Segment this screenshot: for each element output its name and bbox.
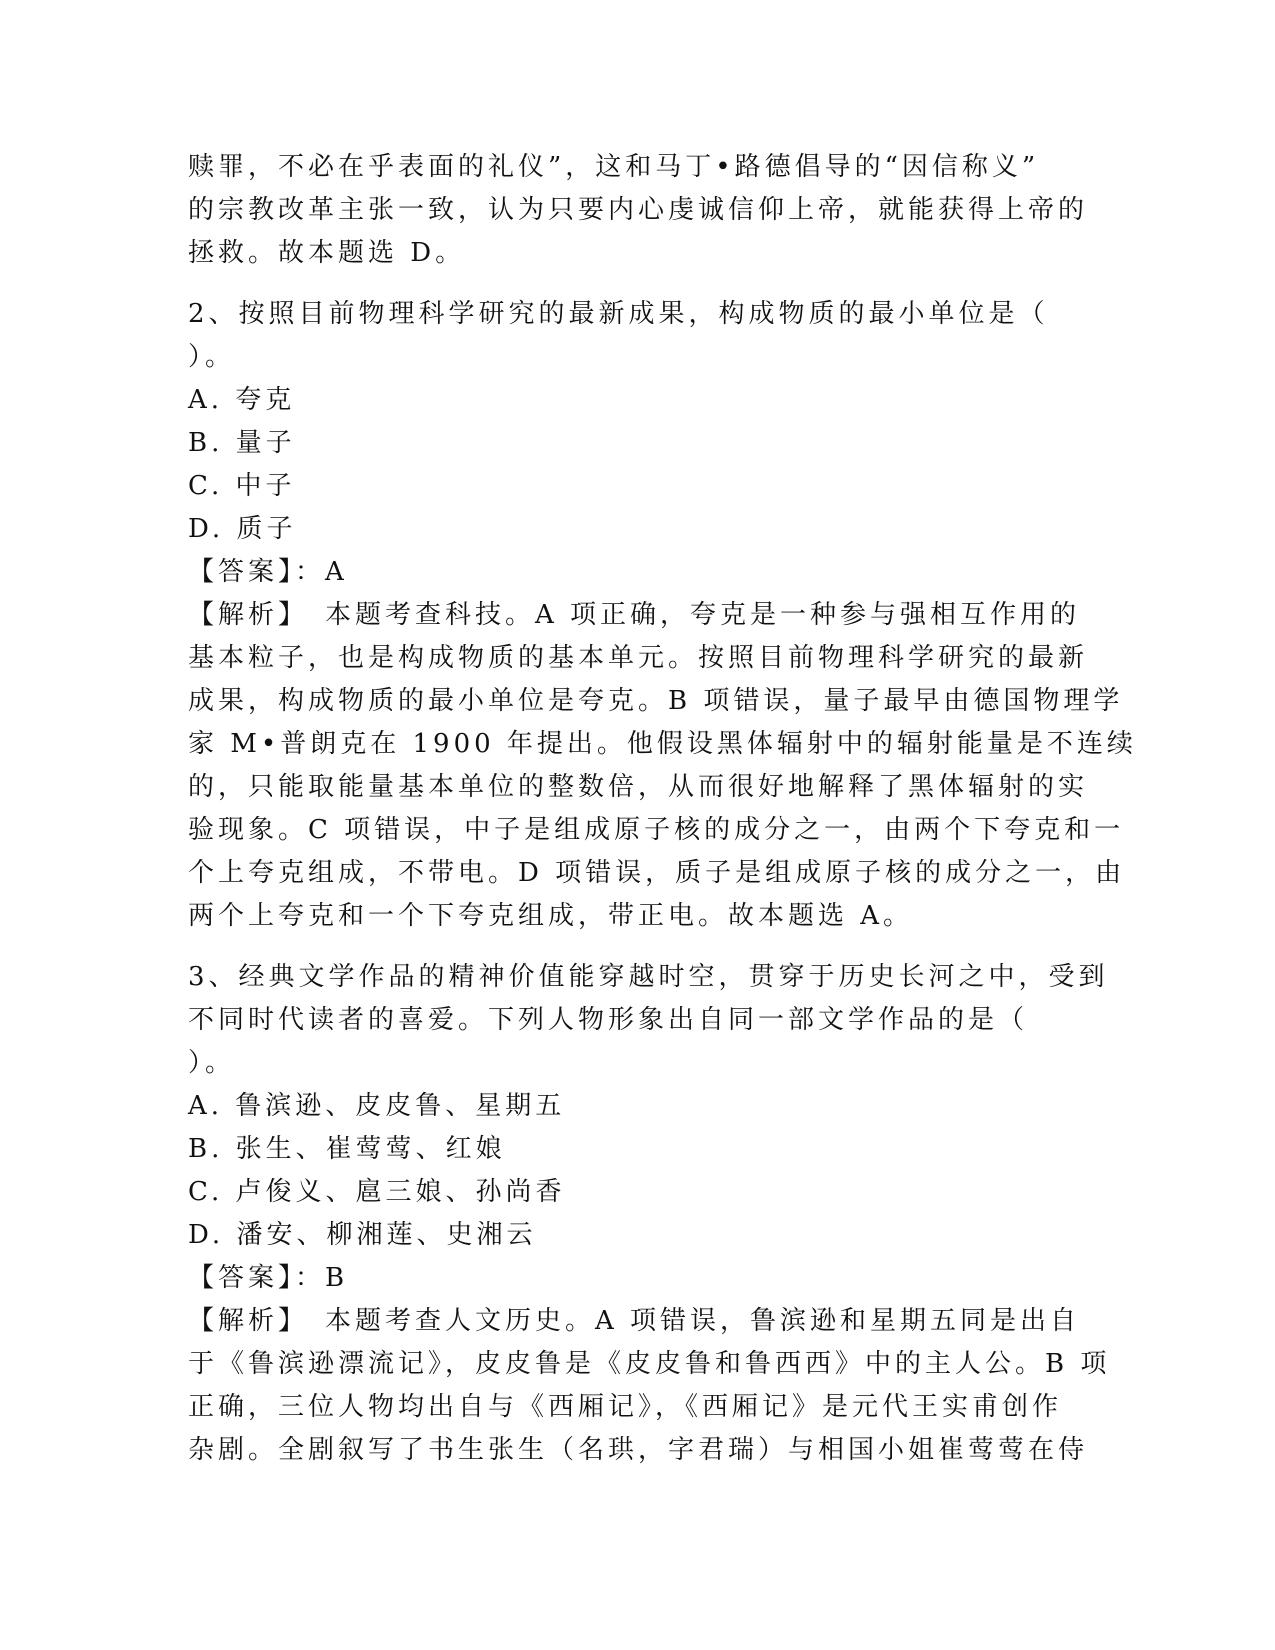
option-b: B. 张生、崔莺莺、红娘 — [188, 1134, 506, 1164]
question-text: ）。 — [188, 342, 236, 372]
question-3 — [188, 956, 1111, 1472]
text-line: 拯救。故本题选 D。 — [188, 238, 466, 268]
option-c: C. 卢俊义、扈三娘、孙尚香 — [188, 1177, 566, 1207]
explanation-line: 于《鲁滨逊漂流记》，皮皮鲁是《皮皮鲁和鲁西西》中的主人公。B 项 — [188, 1349, 1111, 1379]
explanation-line: 杂剧。全剧叙写了书生张生（名珙，字君瑞）与相国小姐崔莺莺在侍 — [188, 1435, 1089, 1465]
explanation-line: 基本粒子，也是构成物质的基本单元。按照目前物理科学研究的最新 — [188, 643, 1089, 673]
option-c: C. 中子 — [188, 471, 296, 501]
previous-explanation — [188, 146, 1088, 275]
option-b: B. 量子 — [188, 428, 296, 458]
question-text: ）。 — [188, 1048, 236, 1078]
explanation-line: 正确，三位人物均出自与《西厢记》，《西厢记》是元代王实甫创作 — [188, 1392, 1063, 1422]
explanation-line: 的，只能取能量基本单位的整数倍，从而很好地解释了黑体辐射的实 — [188, 772, 1089, 802]
text-line: 赎罪，不必在乎表面的礼仪”，这和马丁•路德倡导的“因信称义” — [188, 152, 1040, 182]
option-d: D. 质子 — [188, 514, 297, 544]
answer: 【答案】：A — [188, 557, 348, 587]
explanation-line: 家 M•普朗克在 1900 年提出。他假设黑体辐射中的辐射能量是不连续 — [188, 729, 1137, 759]
explanation-line: 成果，构成物质的最小单位是夸克。B 项错误，量子最早由德国物理学 — [188, 686, 1124, 716]
explanation-line: 两个上夸克和一个下夸克组成，带正电。故本题选 A。 — [188, 901, 914, 931]
explanation-line: 【解析】 本题考查人文历史。A 项错误，鲁滨逊和星期五同是出自 — [188, 1306, 1081, 1336]
question-text: 不同时代读者的喜爱。下列人物形象出自同一部文学作品的是（ — [188, 1005, 1029, 1035]
question-2 — [188, 293, 1137, 938]
explanation-line: 验现象。C 项错误，中子是组成原子核的成分之一，由两个下夸克和一 — [188, 815, 1125, 845]
document-page — [188, 146, 1137, 1472]
option-a: A. 鲁滨逊、皮皮鲁、星期五 — [188, 1091, 566, 1121]
question-text: 2、按照目前物理科学研究的最新成果，构成物质的最小单位是（ — [188, 299, 1049, 329]
explanation-line: 【解析】 本题考查科技。A 项正确，夸克是一种参与强相互作用的 — [188, 600, 1081, 630]
answer: 【答案】：B — [188, 1263, 349, 1293]
explanation-line: 个上夸克组成，不带电。D 项错误，质子是组成原子核的成分之一，由 — [188, 858, 1126, 888]
option-d: D. 潘安、柳湘莲、史湘云 — [188, 1220, 537, 1250]
question-text: 3、经典文学作品的精神价值能穿越时空，贯穿于历史长河之中，受到 — [188, 962, 1109, 992]
text-line: 的宗教改革主张一致，认为只要内心虔诚信仰上帝，就能获得上帝的 — [188, 195, 1089, 225]
option-a: A. 夸克 — [188, 385, 296, 415]
